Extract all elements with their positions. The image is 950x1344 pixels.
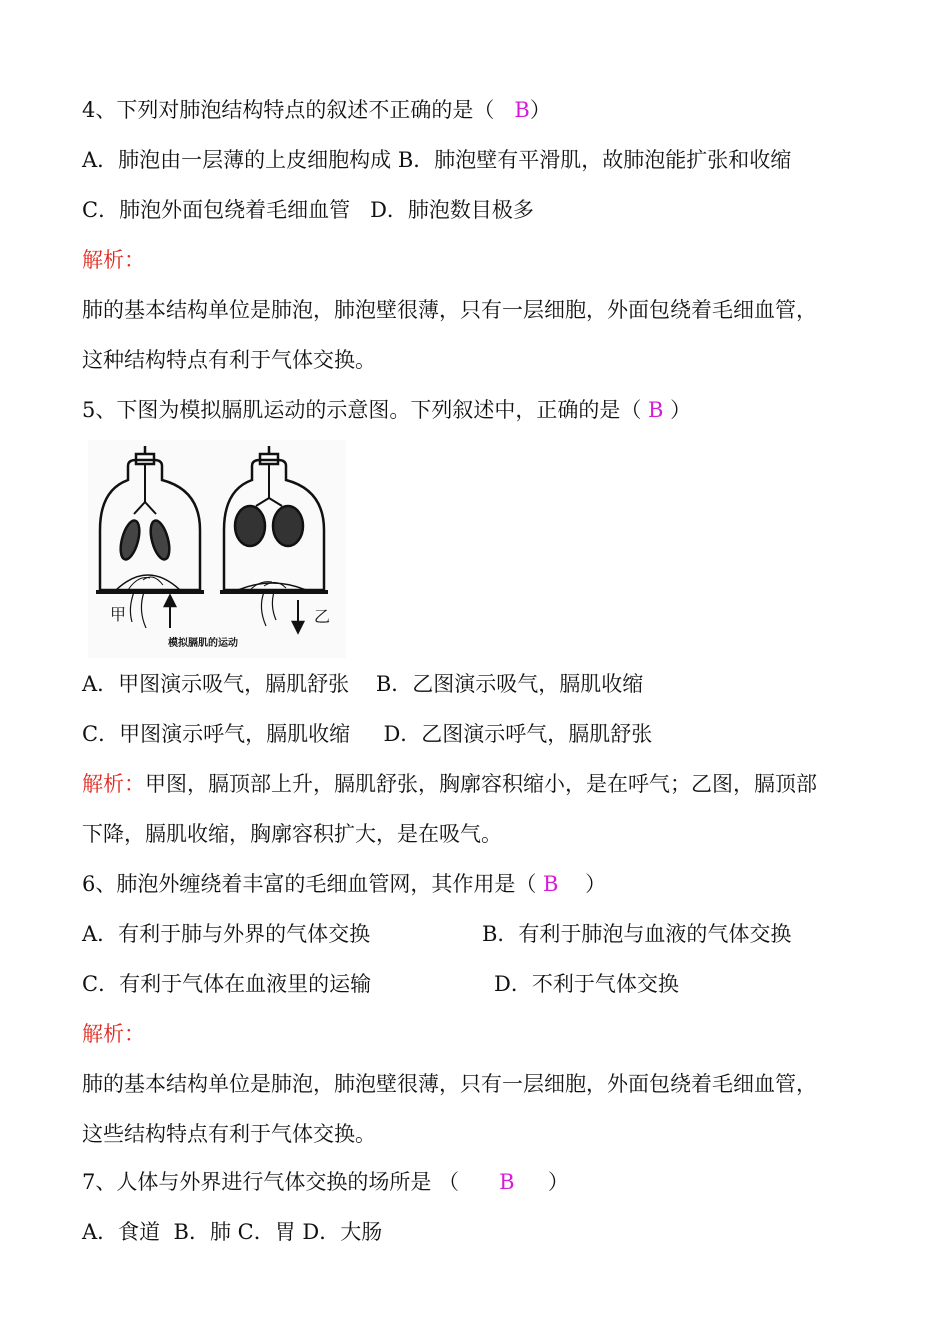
q7-options: A．食道 B．肺 C．胃 D．大肠 [82,1220,383,1244]
label-jia: 甲 [110,605,127,624]
q5-analysis-label: 解析： [82,772,145,796]
q5-answer: B [648,398,664,422]
q5-analysis [82,770,817,798]
label-yi: 乙 [314,607,331,626]
q4-answer: B [514,98,530,122]
q6-stem-text: 6、肺泡外缠绕着丰富的毛细血管网，其作用是（ [82,872,544,896]
q5-stem [82,396,691,424]
q6-analysis-label: 解析： [82,1022,145,1046]
q5-options-1: A．甲图演示吸气，膈肌舒张 B．乙图演示吸气，膈肌收缩 [82,672,644,696]
q6-analysis-1: 肺的基本结构单位是肺泡，肺泡壁很薄，只有一层细胞，外面包绕着毛细血管， [82,1072,817,1096]
q6-option-c: C．有利于气体在血液里的运输 [82,972,372,996]
q7-stem [82,1168,569,1196]
q6-analysis-2: 这些结构特点有利于气体交换。 [82,1122,376,1146]
q4-analysis-2: 这种结构特点有利于气体交换。 [82,348,376,372]
q7-answer: B [499,1170,515,1194]
q4-analysis-1: 肺的基本结构单位是肺泡，肺泡壁很薄，只有一层细胞，外面包绕着毛细血管， [82,298,817,322]
q5-stem-close: ） [663,398,692,422]
q4-options-1: A．肺泡由一层薄的上皮细胞构成 B．肺泡壁有平滑肌，故肺泡能扩张和收缩 [82,148,792,172]
q5-analysis-1: 甲图，膈顶部上升，膈肌舒张，胸廓容积缩小，是在呼气；乙图，膈顶部 [145,772,817,796]
q5-options-2: C．甲图演示呼气，膈肌收缩 D．乙图演示呼气，膈肌舒张 [82,722,653,746]
q6-option-b: B．有利于肺泡与血液的气体交换 [482,922,792,946]
figure-caption: 模拟膈肌的运动 [168,638,238,649]
q4-analysis-label: 解析： [82,248,145,272]
q6-option-d: D．不利于气体交换 [494,972,679,996]
q6-option-a: A．有利于肺与外界的气体交换 [82,922,371,946]
q4-stem [82,96,551,124]
q5-analysis-2: 下降，膈肌收缩，胸廓容积扩大，是在吸气。 [82,822,502,846]
q6-stem [82,870,606,898]
q7-stem-text: 7、人体与外界进行气体交换的场所是 （ [82,1170,500,1194]
q6-stem-close: ） [558,872,607,896]
q4-stem-text: 4、下列对肺泡结构特点的叙述不正确的是（ [82,98,515,122]
diaphragm-model-figure [88,440,346,658]
q4-options-2: C．肺泡外面包绕着毛细血管 D．肺泡数目极多 [82,198,534,222]
q6-answer: B [543,872,559,896]
q4-stem-close: ） [529,98,551,122]
q5-stem-text: 5、下图为模拟膈肌运动的示意图。下列叙述中，正确的是（ [82,398,649,422]
q7-stem-close: ） [514,1170,569,1194]
